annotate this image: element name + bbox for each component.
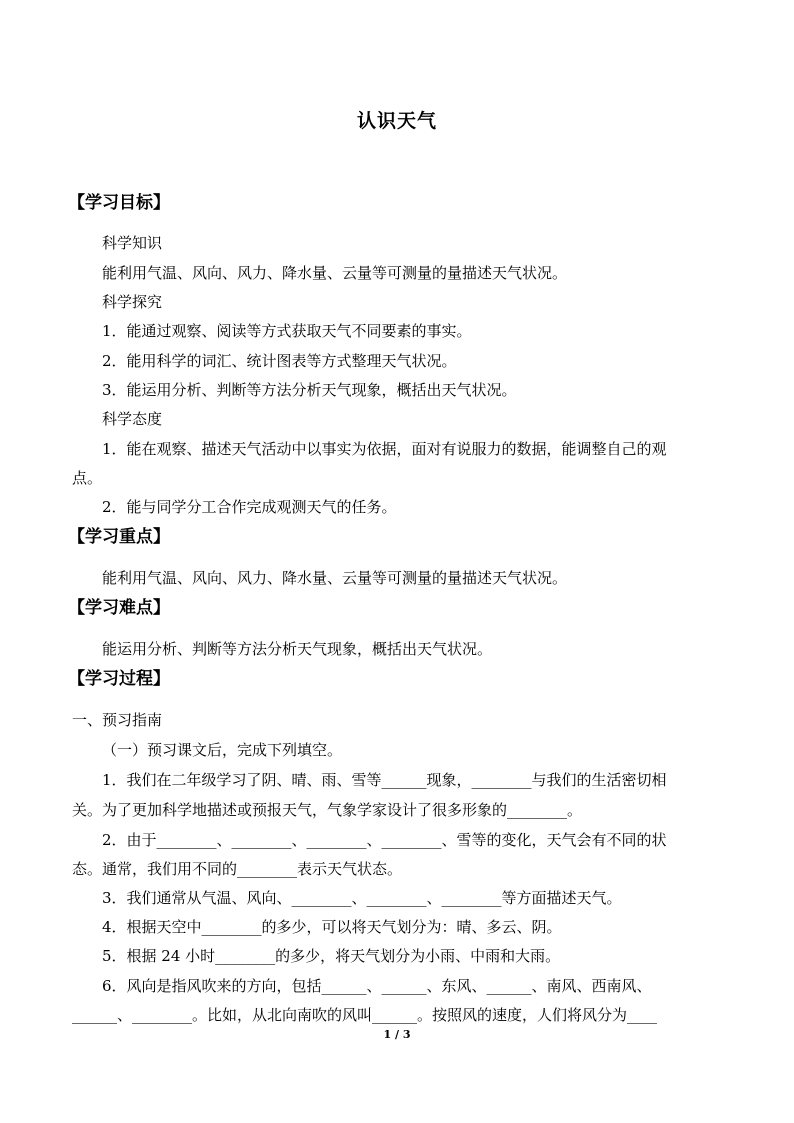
page-number: 1 / 3 [383, 1028, 411, 1041]
goals-explore-3: 3．能运用分析、判断等方法分析天气现象，概括出天气状况。 [102, 381, 517, 399]
goals-explore-2: 2．能用科学的词汇、统计图表等方式整理天气状况。 [102, 352, 457, 370]
goals-attitude-2: 2．能与同学分工合作完成观测天气的任务。 [102, 498, 397, 516]
question-1a: 1．我们在二年级学习了阴、晴、雨、雪等______现象，________与我们的生活密切相 [102, 771, 667, 789]
heading-difficulties: 【学习难点】 [68, 598, 170, 618]
goals-explore-1: 1．能通过观察、阅读等方式获取天气不同要素的事实。 [102, 322, 472, 340]
heading-key-points: 【学习重点】 [68, 527, 170, 547]
question-5: 5．根据 24 小时________的多少，将天气划分为小雨、中雨和大雨。 [102, 947, 561, 965]
goals-explore-head: 科学探究 [102, 293, 163, 311]
question-1b: 关。为了更加科学地描述或预报天气，气象学家设计了很多形象的________。 [72, 801, 583, 819]
goals-attitude-1a: 1．能在观察、描述天气活动中以事实为依据，面对有说服力的数据，能调整自己的观 [102, 440, 667, 458]
question-2a: 2．由于________、________、________、________、雪等的变化，天气会有不同的状 [102, 831, 667, 849]
key-points-text: 能利用气温、风向、风力、降水量、云量等可测量的量描述天气状况。 [102, 569, 568, 587]
question-4: 4．根据天空中________的多少，可以将天气划分为：晴、多云、阴。 [102, 918, 562, 936]
question-3: 3．我们通常从气温、风向、________、________、________等方面描述天气。 [102, 889, 622, 907]
heading-learning-goals: 【学习目标】 [68, 193, 170, 213]
process-section-1: 一、预习指南 [72, 711, 163, 729]
goals-knowledge-head: 科学知识 [102, 234, 163, 252]
page-title: 认识天气 [356, 110, 437, 132]
process-subsection-1: （一）预习课文后，完成下列填空。 [102, 741, 343, 759]
goals-attitude-1b: 点。 [72, 469, 103, 487]
difficulties-text: 能运用分析、判断等方法分析天气现象，概括出天气状况。 [102, 640, 493, 658]
heading-process: 【学习过程】 [68, 669, 170, 689]
question-6b: ______、________。比如，从北向南吹的风叫______。按照风的速度，人们将风分为____ [72, 1006, 658, 1024]
question-2b: 态。通常，我们用不同的________表示天气状态。 [72, 860, 403, 878]
goals-knowledge-1: 能利用气温、风向、风力、降水量、云量等可测量的量描述天气状况。 [102, 264, 568, 282]
goals-attitude-head: 科学态度 [102, 410, 163, 428]
question-6a: 6．风向是指风吹来的方向，包括______、______、东风、______、南风、西南风、 [102, 977, 652, 995]
